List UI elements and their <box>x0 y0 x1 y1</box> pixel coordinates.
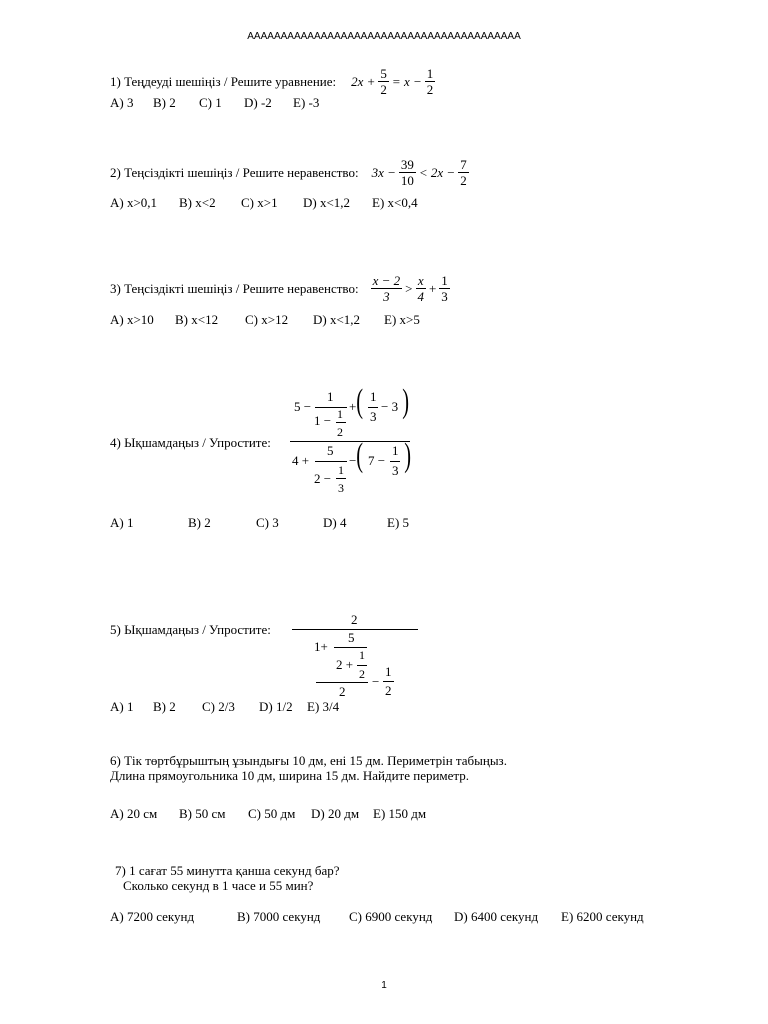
q2-option-c[interactable]: C) x>1 <box>241 195 278 210</box>
q3-eq-op2: + <box>428 281 437 296</box>
q4-den-five: 5 <box>327 443 334 458</box>
q4-num-inner: 1 − <box>314 413 332 428</box>
q3-option-e[interactable]: E) x>5 <box>384 312 420 327</box>
q7-option-c[interactable]: C) 6900 секунд <box>349 909 433 924</box>
q4-den-inner: 2 − <box>314 471 332 486</box>
question-6-line-2: Длина прямоугольника 10 дм, ширина 15 дм. Найдите периметр. <box>110 768 470 783</box>
q4-num-m3: − 3 <box>381 399 399 414</box>
question-1-text: 1) Теңдеуді шешіңіз / Решите уравнение: <box>110 74 337 89</box>
question-5-text: 5) Ықшамдаңыз / Упростите: <box>110 622 271 637</box>
q4-num-paren-line <box>368 407 378 408</box>
question-7-line-1: 7) 1 сағат 55 минутта қанша секунд бар? <box>115 863 340 878</box>
page-header: ААААААААААААААААААААААААААААААААААААААААА <box>247 31 521 42</box>
q5-option-d[interactable]: D) 1/2 <box>259 699 293 714</box>
q5-inner-two: 2 <box>359 667 365 681</box>
q4-den-inner-one: 1 <box>338 463 344 477</box>
q5-inner-one: 1 <box>359 648 365 662</box>
q1-fraction-2: $\frac{1}{2}$ <box>426 66 434 97</box>
q4-option-d[interactable]: D) 4 <box>323 515 347 530</box>
question-1-options <box>110 95 510 111</box>
q5-option-e[interactable]: E) 3/4 <box>307 699 340 714</box>
q1-fraction-1: $\frac{5}{2}$ <box>380 66 387 97</box>
q4-num-paren-right: ) <box>402 383 410 420</box>
q5-top-two: 2 <box>351 612 358 627</box>
q4-num-term: 5 − <box>294 399 312 414</box>
q5-half-line <box>383 681 394 682</box>
q5-option-a[interactable]: A) 1 <box>110 699 134 714</box>
q6-option-a[interactable]: A) 20 см <box>110 806 158 821</box>
question-6-options <box>110 806 470 822</box>
q4-den-minus: − <box>349 453 357 468</box>
q4-option-c[interactable]: C) 3 <box>256 515 279 530</box>
q2-option-d[interactable]: D) x<1,2 <box>303 195 351 210</box>
q5-two-plus: 2 + <box>336 657 354 672</box>
q4-num-inner-line <box>336 422 346 423</box>
q1-eq-mid: = x − <box>391 74 422 89</box>
page-number: 1 <box>381 980 387 991</box>
q3-option-b[interactable]: B) x<12 <box>175 312 219 327</box>
q2-fraction-1: $\frac{39}{10}$ <box>400 157 414 188</box>
question-4-text: 4) Ықшамдаңыз / Упростите: <box>110 435 271 450</box>
q5-main-fraction-line <box>292 629 418 630</box>
q3-fraction-3: $\frac{1}{3}$ <box>441 273 448 304</box>
q4-expression <box>290 385 410 500</box>
q3-eq-op1: > <box>405 281 413 296</box>
q6-option-d[interactable]: D) 20 дм <box>311 806 360 821</box>
q6-option-e[interactable]: E) 150 дм <box>373 806 427 821</box>
q5-option-c[interactable]: C) 2/3 <box>202 699 235 714</box>
q2-option-e[interactable]: E) x<0,4 <box>372 195 418 210</box>
q4-den-fraction-line <box>315 461 347 462</box>
question-2-text: 2) Теңсіздікті шешіңіз / Решите неравенство: <box>110 165 359 180</box>
q3-fraction-2: $\frac{x}{4}$ <box>417 273 424 304</box>
question-6-line-1: 6) Тік төртбұрыштың ұзындығы 10 дм, ені 15 дм. Периметрін табыңыз. <box>110 753 507 768</box>
question-3-text: 3) Теңсіздікті шешіңіз / Решите неравенство: <box>110 281 359 296</box>
q2-eq-mid: < 2x − <box>418 165 456 180</box>
q6-option-c[interactable]: C) 50 дм <box>248 806 296 821</box>
question-1 <box>110 66 437 97</box>
q4-num-one: 1 <box>327 389 334 404</box>
q4-num-p2: 3 <box>370 409 377 424</box>
q4-den-paren-left: ( <box>356 437 364 474</box>
q3-fraction-1: $\frac{x - 2}{3}$ <box>372 273 401 304</box>
q5-minus: − <box>372 674 380 689</box>
q7-option-e[interactable]: E) 6200 секунд <box>561 909 644 924</box>
q4-num-inner-one: 1 <box>337 407 343 421</box>
q4-num-paren-left: ( <box>356 383 364 420</box>
q5-expression <box>290 610 420 702</box>
question-2-options <box>110 195 530 211</box>
q2-eq-term: 3x − <box>371 165 396 180</box>
q4-option-a[interactable]: A) 1 <box>110 515 134 530</box>
question-7-options <box>110 909 670 925</box>
q4-den-p2: 3 <box>392 463 399 478</box>
question-4-options <box>110 515 430 531</box>
q3-option-d[interactable]: D) x<1,2 <box>313 312 361 327</box>
q4-num-p1: 1 <box>370 389 377 404</box>
q5-option-b[interactable]: B) 2 <box>153 699 176 714</box>
q4-den-paren-right: ) <box>404 437 412 474</box>
q5-two-c: 2 <box>385 683 392 698</box>
q5-inner-line <box>357 665 367 666</box>
q7-option-a[interactable]: A) 7200 секунд <box>110 909 195 924</box>
q4-den-paren-line <box>390 461 400 462</box>
q1-option-b[interactable]: B) 2 <box>153 95 176 110</box>
q5-lower-line <box>316 682 368 683</box>
q4-den-seven: 7 − <box>368 453 386 468</box>
q7-option-b[interactable]: B) 7000 секунд <box>237 909 321 924</box>
q4-option-e[interactable]: E) 5 <box>387 515 410 530</box>
q1-option-c[interactable]: C) 1 <box>199 95 222 110</box>
q5-one-b: 1 <box>385 664 392 679</box>
question-2 <box>110 157 471 188</box>
q4-num-plus: + <box>349 399 357 414</box>
q4-den-inner-line <box>336 478 346 479</box>
question-5-options <box>110 699 430 715</box>
q1-option-d[interactable]: D) -2 <box>244 95 272 110</box>
q2-option-b[interactable]: B) x<2 <box>179 195 216 210</box>
q6-option-b[interactable]: B) 50 см <box>179 806 226 821</box>
q5-lower-two: 2 <box>339 684 346 699</box>
q4-den-inner-three: 3 <box>338 481 344 495</box>
question-3-options <box>110 312 530 328</box>
q4-den-term: 4 + <box>292 453 310 468</box>
q4-den-p1: 1 <box>392 443 399 458</box>
q2-fraction-2: $\frac{7}{2}$ <box>460 157 467 188</box>
q4-option-b[interactable]: B) 2 <box>188 515 211 530</box>
q4-num-inner-two: 2 <box>337 425 343 439</box>
q4-main-fraction-line <box>290 441 410 442</box>
q1-option-e[interactable]: E) -3 <box>293 95 320 110</box>
q1-eq-term: 2x + <box>351 74 376 89</box>
q1-option-a[interactable]: A) 3 <box>110 95 134 110</box>
q5-five: 5 <box>348 630 355 645</box>
q5-one-plus: 1+ <box>314 639 328 654</box>
q3-option-a[interactable]: A) x>10 <box>110 312 154 327</box>
question-3 <box>110 273 452 304</box>
q7-option-d[interactable]: D) 6400 секунд <box>454 909 539 924</box>
q2-option-a[interactable]: A) x>0,1 <box>110 195 158 210</box>
q3-option-c[interactable]: C) x>12 <box>245 312 289 327</box>
question-7-line-2: Сколько секунд в 1 часе и 55 мин? <box>123 878 314 893</box>
